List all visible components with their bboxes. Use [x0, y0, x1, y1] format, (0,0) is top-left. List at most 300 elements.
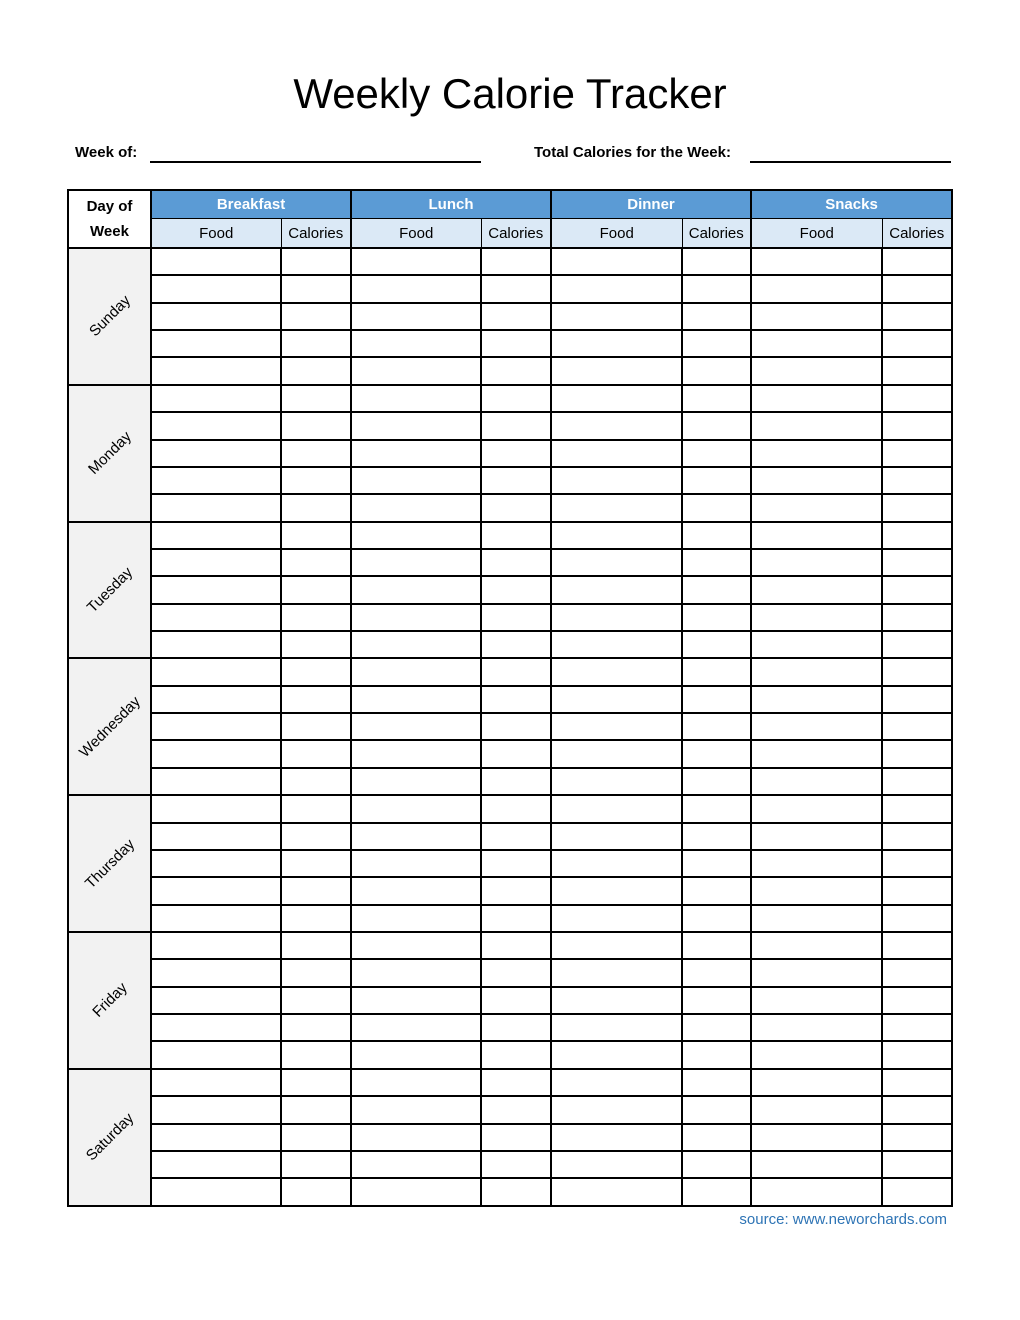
calories-entry-cell[interactable] [281, 932, 351, 959]
food-entry-cell[interactable] [151, 494, 281, 521]
calories-entry-cell[interactable] [682, 713, 751, 740]
calories-entry-cell[interactable] [682, 1069, 751, 1096]
calories-entry-cell[interactable] [682, 604, 751, 631]
calories-entry-cell[interactable] [281, 576, 351, 603]
food-entry-cell[interactable] [351, 330, 481, 357]
calories-entry-cell[interactable] [281, 357, 351, 384]
food-entry-cell[interactable] [351, 494, 481, 521]
calories-entry-cell[interactable] [882, 522, 952, 549]
food-entry-cell[interactable] [151, 549, 281, 576]
calories-entry-cell[interactable] [682, 959, 751, 986]
calories-entry-cell[interactable] [882, 823, 952, 850]
food-entry-cell[interactable] [551, 713, 682, 740]
calories-entry-cell[interactable] [882, 932, 952, 959]
calories-entry-cell[interactable] [682, 1124, 751, 1151]
calories-entry-cell[interactable] [481, 1069, 551, 1096]
calories-entry-cell[interactable] [481, 1014, 551, 1041]
table-row [68, 494, 952, 521]
calories-entry-cell[interactable] [882, 1178, 952, 1206]
calories-entry-cell[interactable] [682, 357, 751, 384]
calories-entry-cell[interactable] [481, 850, 551, 877]
food-entry-cell[interactable] [751, 604, 882, 631]
calories-entry-cell[interactable] [682, 412, 751, 439]
food-entry-cell[interactable] [551, 440, 682, 467]
calories-entry-cell[interactable] [882, 713, 952, 740]
food-entry-cell[interactable] [351, 1096, 481, 1123]
calories-entry-cell[interactable] [682, 303, 751, 330]
food-entry-cell[interactable] [551, 385, 682, 412]
calories-entry-cell[interactable] [682, 522, 751, 549]
food-entry-cell[interactable] [151, 1041, 281, 1068]
food-entry-cell[interactable] [151, 877, 281, 904]
food-entry-cell[interactable] [751, 1151, 882, 1178]
food-entry-cell[interactable] [351, 357, 481, 384]
calories-entry-cell[interactable] [281, 686, 351, 713]
calories-entry-cell[interactable] [682, 385, 751, 412]
food-entry-cell[interactable] [751, 932, 882, 959]
calories-entry-cell[interactable] [682, 248, 751, 275]
tracker-body [68, 248, 952, 1206]
calories-entry-cell[interactable] [682, 823, 751, 850]
food-entry-cell[interactable] [351, 658, 481, 685]
calories-entry-cell[interactable] [882, 549, 952, 576]
calories-entry-cell[interactable] [281, 1041, 351, 1068]
food-entry-cell[interactable] [351, 905, 481, 932]
calories-entry-cell[interactable] [281, 987, 351, 1014]
food-entry-cell[interactable] [151, 248, 281, 275]
food-entry-cell[interactable] [751, 686, 882, 713]
calories-entry-cell[interactable] [481, 303, 551, 330]
subheader-calories: Calories [281, 219, 351, 249]
calories-entry-cell[interactable] [281, 494, 351, 521]
calories-entry-cell[interactable] [481, 959, 551, 986]
calories-entry-cell[interactable] [682, 1041, 751, 1068]
food-entry-cell[interactable] [151, 576, 281, 603]
food-entry-cell[interactable] [351, 385, 481, 412]
calories-entry-cell[interactable] [481, 440, 551, 467]
calories-entry-cell[interactable] [682, 330, 751, 357]
calories-entry-cell[interactable] [882, 795, 952, 822]
food-entry-cell[interactable] [151, 1151, 281, 1178]
calories-entry-cell[interactable] [682, 795, 751, 822]
food-entry-cell[interactable] [751, 768, 882, 795]
calories-entry-cell[interactable] [481, 1178, 551, 1206]
food-entry-cell[interactable] [551, 850, 682, 877]
calories-entry-cell[interactable] [481, 877, 551, 904]
food-entry-cell[interactable] [751, 1178, 882, 1206]
calories-entry-cell[interactable] [281, 412, 351, 439]
calories-entry-cell[interactable] [481, 987, 551, 1014]
food-entry-cell[interactable] [751, 795, 882, 822]
calories-entry-cell[interactable] [481, 1041, 551, 1068]
calories-entry-cell[interactable] [682, 658, 751, 685]
food-entry-cell[interactable] [151, 905, 281, 932]
calories-entry-cell[interactable] [481, 658, 551, 685]
calories-entry-cell[interactable] [882, 987, 952, 1014]
food-entry-cell[interactable] [751, 412, 882, 439]
food-entry-cell[interactable] [351, 631, 481, 658]
food-entry-cell[interactable] [151, 959, 281, 986]
calories-entry-cell[interactable] [882, 768, 952, 795]
calories-entry-cell[interactable] [882, 275, 952, 302]
calories-entry-cell[interactable] [882, 248, 952, 275]
calories-entry-cell[interactable] [882, 1069, 952, 1096]
food-entry-cell[interactable] [151, 1178, 281, 1206]
calories-entry-cell[interactable] [281, 1124, 351, 1151]
food-entry-cell[interactable] [351, 1069, 481, 1096]
calories-entry-cell[interactable] [682, 1151, 751, 1178]
calories-entry-cell[interactable] [481, 494, 551, 521]
calories-entry-cell[interactable] [882, 1124, 952, 1151]
calories-entry-cell[interactable] [281, 1096, 351, 1123]
food-entry-cell[interactable] [751, 905, 882, 932]
food-entry-cell[interactable] [551, 522, 682, 549]
calories-entry-cell[interactable] [281, 823, 351, 850]
calories-entry-cell[interactable] [481, 768, 551, 795]
total-calories-line [750, 161, 951, 163]
calories-entry-cell[interactable] [682, 850, 751, 877]
calories-entry-cell[interactable] [682, 1178, 751, 1206]
food-entry-cell[interactable] [151, 987, 281, 1014]
calories-entry-cell[interactable] [281, 768, 351, 795]
food-entry-cell[interactable] [151, 1014, 281, 1041]
calories-entry-cell[interactable] [882, 440, 952, 467]
food-entry-cell[interactable] [351, 604, 481, 631]
food-entry-cell[interactable] [351, 959, 481, 986]
food-entry-cell[interactable] [751, 248, 882, 275]
calories-entry-cell[interactable] [481, 631, 551, 658]
calories-entry-cell[interactable] [481, 713, 551, 740]
food-entry-cell[interactable] [351, 1151, 481, 1178]
calories-entry-cell[interactable] [281, 1178, 351, 1206]
food-entry-cell[interactable] [351, 768, 481, 795]
calories-entry-cell[interactable] [682, 1096, 751, 1123]
calories-entry-cell[interactable] [882, 658, 952, 685]
food-entry-cell[interactable] [751, 576, 882, 603]
food-entry-cell[interactable] [751, 658, 882, 685]
food-entry-cell[interactable] [351, 549, 481, 576]
food-entry-cell[interactable] [151, 1069, 281, 1096]
food-entry-cell[interactable] [551, 330, 682, 357]
food-entry-cell[interactable] [151, 850, 281, 877]
food-entry-cell[interactable] [751, 357, 882, 384]
table-row [68, 795, 952, 822]
calories-entry-cell[interactable] [481, 686, 551, 713]
calories-entry-cell[interactable] [481, 604, 551, 631]
food-entry-cell[interactable] [751, 1124, 882, 1151]
calories-entry-cell[interactable] [882, 494, 952, 521]
food-entry-cell[interactable] [551, 1041, 682, 1068]
food-entry-cell[interactable] [151, 1124, 281, 1151]
food-entry-cell[interactable] [551, 823, 682, 850]
calories-entry-cell[interactable] [481, 385, 551, 412]
calories-entry-cell[interactable] [682, 686, 751, 713]
calories-entry-cell[interactable] [882, 412, 952, 439]
calories-entry-cell[interactable] [281, 275, 351, 302]
food-entry-cell[interactable] [751, 959, 882, 986]
food-entry-cell[interactable] [351, 576, 481, 603]
food-entry-cell[interactable] [151, 357, 281, 384]
table-row [68, 1096, 952, 1123]
food-entry-cell[interactable] [551, 467, 682, 494]
subheader-food: Food [551, 219, 682, 249]
calories-entry-cell[interactable] [682, 877, 751, 904]
food-entry-cell[interactable] [351, 850, 481, 877]
table-row [68, 440, 952, 467]
calories-entry-cell[interactable] [682, 987, 751, 1014]
calories-entry-cell[interactable] [682, 494, 751, 521]
table-row [68, 385, 952, 412]
food-entry-cell[interactable] [351, 1124, 481, 1151]
food-entry-cell[interactable] [351, 1178, 481, 1206]
calories-entry-cell[interactable] [882, 1041, 952, 1068]
calories-entry-cell[interactable] [682, 440, 751, 467]
food-entry-cell[interactable] [551, 740, 682, 767]
calories-entry-cell[interactable] [481, 905, 551, 932]
food-entry-cell[interactable] [351, 248, 481, 275]
food-entry-cell[interactable] [151, 440, 281, 467]
calories-entry-cell[interactable] [281, 1069, 351, 1096]
food-entry-cell[interactable] [751, 467, 882, 494]
calories-entry-cell[interactable] [682, 467, 751, 494]
table-row [68, 248, 952, 275]
calories-entry-cell[interactable] [882, 467, 952, 494]
food-entry-cell[interactable] [551, 1124, 682, 1151]
food-entry-cell[interactable] [551, 303, 682, 330]
calories-entry-cell[interactable] [281, 658, 351, 685]
calories-entry-cell[interactable] [281, 959, 351, 986]
calories-entry-cell[interactable] [481, 1151, 551, 1178]
food-entry-cell[interactable] [751, 823, 882, 850]
food-entry-cell[interactable] [751, 713, 882, 740]
food-entry-cell[interactable] [551, 576, 682, 603]
food-entry-cell[interactable] [751, 385, 882, 412]
calories-entry-cell[interactable] [882, 357, 952, 384]
food-entry-cell[interactable] [751, 850, 882, 877]
food-entry-cell[interactable] [151, 1096, 281, 1123]
calories-entry-cell[interactable] [281, 303, 351, 330]
calories-entry-cell[interactable] [682, 740, 751, 767]
food-entry-cell[interactable] [551, 877, 682, 904]
food-entry-cell[interactable] [551, 987, 682, 1014]
food-entry-cell[interactable] [351, 1014, 481, 1041]
calories-entry-cell[interactable] [481, 330, 551, 357]
food-entry-cell[interactable] [151, 932, 281, 959]
calories-entry-cell[interactable] [281, 1014, 351, 1041]
calories-entry-cell[interactable] [481, 549, 551, 576]
day-label: Saturday [82, 1110, 137, 1165]
food-entry-cell[interactable] [751, 987, 882, 1014]
calories-entry-cell[interactable] [281, 1151, 351, 1178]
food-entry-cell[interactable] [151, 795, 281, 822]
calories-entry-cell[interactable] [281, 850, 351, 877]
calories-entry-cell[interactable] [882, 740, 952, 767]
calories-entry-cell[interactable] [682, 631, 751, 658]
calories-entry-cell[interactable] [481, 248, 551, 275]
food-entry-cell[interactable] [551, 248, 682, 275]
day-header-line-2: Week [90, 223, 129, 240]
food-entry-cell[interactable] [751, 1041, 882, 1068]
food-entry-cell[interactable] [551, 768, 682, 795]
food-entry-cell[interactable] [551, 357, 682, 384]
food-entry-cell[interactable] [551, 1069, 682, 1096]
food-entry-cell[interactable] [551, 631, 682, 658]
calories-entry-cell[interactable] [682, 275, 751, 302]
food-entry-cell[interactable] [551, 1096, 682, 1123]
calories-entry-cell[interactable] [281, 604, 351, 631]
calories-entry-cell[interactable] [682, 549, 751, 576]
calories-entry-cell[interactable] [481, 576, 551, 603]
food-entry-cell[interactable] [751, 1096, 882, 1123]
food-entry-cell[interactable] [551, 686, 682, 713]
calories-entry-cell[interactable] [682, 1014, 751, 1041]
food-entry-cell[interactable] [751, 631, 882, 658]
calories-entry-cell[interactable] [281, 795, 351, 822]
calories-entry-cell[interactable] [481, 275, 551, 302]
calories-entry-cell[interactable] [882, 576, 952, 603]
calories-entry-cell[interactable] [481, 932, 551, 959]
food-entry-cell[interactable] [351, 987, 481, 1014]
food-entry-cell[interactable] [351, 440, 481, 467]
food-entry-cell[interactable] [351, 713, 481, 740]
calories-entry-cell[interactable] [281, 549, 351, 576]
food-entry-cell[interactable] [551, 1178, 682, 1206]
food-entry-cell[interactable] [751, 275, 882, 302]
subheader-calories: Calories [682, 219, 751, 249]
calories-entry-cell[interactable] [682, 932, 751, 959]
food-entry-cell[interactable] [151, 275, 281, 302]
food-entry-cell[interactable] [551, 905, 682, 932]
day-header-line-1: Day of [86, 198, 133, 215]
food-entry-cell[interactable] [351, 275, 481, 302]
calories-entry-cell[interactable] [281, 631, 351, 658]
food-entry-cell[interactable] [351, 740, 481, 767]
calories-entry-cell[interactable] [682, 576, 751, 603]
table-row [68, 768, 952, 795]
food-entry-cell[interactable] [551, 1151, 682, 1178]
calories-entry-cell[interactable] [281, 713, 351, 740]
food-entry-cell[interactable] [151, 385, 281, 412]
calories-entry-cell[interactable] [281, 740, 351, 767]
food-entry-cell[interactable] [551, 959, 682, 986]
calories-entry-cell[interactable] [882, 959, 952, 986]
food-entry-cell[interactable] [751, 877, 882, 904]
calories-entry-cell[interactable] [882, 604, 952, 631]
food-entry-cell[interactable] [551, 932, 682, 959]
food-entry-cell[interactable] [751, 740, 882, 767]
day-cell-thursday [68, 795, 151, 932]
calories-entry-cell[interactable] [682, 768, 751, 795]
food-entry-cell[interactable] [551, 1014, 682, 1041]
food-entry-cell[interactable] [151, 740, 281, 767]
calories-entry-cell[interactable] [882, 631, 952, 658]
food-entry-cell[interactable] [151, 522, 281, 549]
calories-entry-cell[interactable] [882, 1096, 952, 1123]
calories-entry-cell[interactable] [481, 522, 551, 549]
food-entry-cell[interactable] [351, 1041, 481, 1068]
calories-entry-cell[interactable] [882, 330, 952, 357]
calories-entry-cell[interactable] [481, 740, 551, 767]
food-entry-cell[interactable] [351, 823, 481, 850]
food-entry-cell[interactable] [151, 823, 281, 850]
food-entry-cell[interactable] [551, 549, 682, 576]
food-entry-cell[interactable] [351, 412, 481, 439]
food-entry-cell[interactable] [751, 1014, 882, 1041]
food-entry-cell[interactable] [751, 330, 882, 357]
food-entry-cell[interactable] [151, 686, 281, 713]
calories-entry-cell[interactable] [481, 357, 551, 384]
food-entry-cell[interactable] [551, 494, 682, 521]
food-entry-cell[interactable] [751, 1069, 882, 1096]
food-entry-cell[interactable] [351, 522, 481, 549]
food-entry-cell[interactable] [551, 795, 682, 822]
calories-entry-cell[interactable] [682, 905, 751, 932]
calories-entry-cell[interactable] [281, 440, 351, 467]
food-entry-cell[interactable] [151, 412, 281, 439]
food-entry-cell[interactable] [351, 467, 481, 494]
food-entry-cell[interactable] [551, 275, 682, 302]
calories-entry-cell[interactable] [882, 905, 952, 932]
calories-entry-cell[interactable] [882, 1014, 952, 1041]
food-entry-cell[interactable] [151, 303, 281, 330]
calories-entry-cell[interactable] [281, 330, 351, 357]
calories-entry-cell[interactable] [281, 248, 351, 275]
food-entry-cell[interactable] [751, 440, 882, 467]
food-entry-cell[interactable] [151, 604, 281, 631]
food-entry-cell[interactable] [151, 631, 281, 658]
food-entry-cell[interactable] [151, 330, 281, 357]
table-row [68, 631, 952, 658]
food-entry-cell[interactable] [351, 932, 481, 959]
calories-entry-cell[interactable] [481, 1096, 551, 1123]
food-entry-cell[interactable] [151, 713, 281, 740]
calories-entry-cell[interactable] [281, 905, 351, 932]
food-entry-cell[interactable] [351, 303, 481, 330]
calories-entry-cell[interactable] [882, 303, 952, 330]
food-entry-cell[interactable] [551, 412, 682, 439]
food-entry-cell[interactable] [751, 303, 882, 330]
food-entry-cell[interactable] [151, 658, 281, 685]
food-entry-cell[interactable] [551, 604, 682, 631]
calories-entry-cell[interactable] [481, 823, 551, 850]
food-entry-cell[interactable] [351, 686, 481, 713]
subheader-food: Food [151, 219, 281, 249]
food-entry-cell[interactable] [751, 522, 882, 549]
table-row [68, 1151, 952, 1178]
calories-entry-cell[interactable] [281, 467, 351, 494]
calories-entry-cell[interactable] [281, 877, 351, 904]
food-entry-cell[interactable] [151, 467, 281, 494]
calories-entry-cell[interactable] [882, 850, 952, 877]
calories-entry-cell[interactable] [481, 467, 551, 494]
table-row [68, 303, 952, 330]
calories-entry-cell[interactable] [481, 1124, 551, 1151]
food-entry-cell[interactable] [151, 768, 281, 795]
food-entry-cell[interactable] [751, 494, 882, 521]
calories-entry-cell[interactable] [882, 686, 952, 713]
calories-entry-cell[interactable] [481, 412, 551, 439]
calories-entry-cell[interactable] [882, 1151, 952, 1178]
calories-entry-cell[interactable] [882, 385, 952, 412]
calories-entry-cell[interactable] [481, 795, 551, 822]
calories-entry-cell[interactable] [281, 522, 351, 549]
food-entry-cell[interactable] [351, 795, 481, 822]
calories-entry-cell[interactable] [882, 877, 952, 904]
food-entry-cell[interactable] [551, 658, 682, 685]
food-entry-cell[interactable] [351, 877, 481, 904]
calories-entry-cell[interactable] [281, 385, 351, 412]
food-entry-cell[interactable] [751, 549, 882, 576]
